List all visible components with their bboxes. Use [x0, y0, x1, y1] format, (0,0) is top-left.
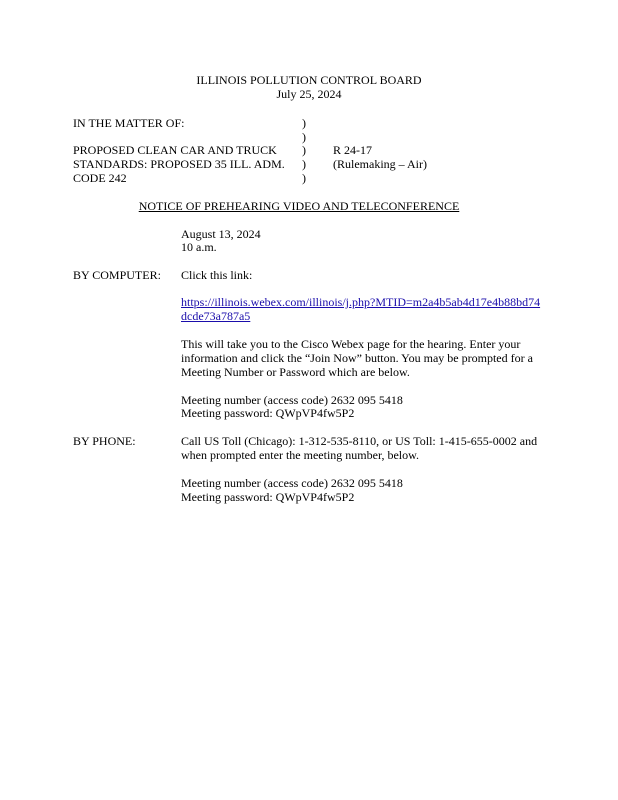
matter-title-line3: CODE 242 — [73, 171, 127, 185]
board-name: ILLINOIS POLLUTION CONTROL BOARD — [196, 73, 422, 87]
matter-title-line1: PROPOSED CLEAN CAR AND TRUCK — [73, 143, 277, 157]
phone-meeting-password: Meeting password: QWpVP4fw5P2 — [181, 490, 355, 504]
caption-paren: ) — [302, 130, 306, 144]
webex-description-line2: information and click the “Join Now” button. You may be prompted for a — [181, 351, 533, 365]
webex-link-continued[interactable]: dcde73a787a5 — [181, 309, 251, 323]
hearing-date: August 13, 2024 — [181, 227, 261, 241]
click-instruction: Click this link: — [181, 268, 253, 282]
webex-description-line1: This will take you to the Cisco Webex page for the hearing. Enter your — [181, 337, 521, 351]
webex-link[interactable]: https://illinois.webex.com/illinois/j.php?MTID=m2a4b5ab4d17e4b88bd74 — [181, 295, 541, 309]
matter-label: IN THE MATTER OF: — [73, 116, 185, 130]
phone-call-line1: Call US Toll (Chicago): 1-312-535-8110, or US Toll: 1-415-655-0002 and — [181, 434, 538, 448]
docket-type: (Rulemaking – Air) — [333, 157, 427, 171]
phone-call-line2: when prompted enter the meeting number, below. — [181, 448, 420, 462]
hearing-time: 10 a.m. — [181, 240, 217, 254]
by-phone-label: BY PHONE: — [73, 434, 136, 448]
computer-meeting-password: Meeting password: QWpVP4fw5P2 — [181, 406, 355, 420]
caption-paren: ) — [302, 171, 306, 185]
by-computer-label: BY COMPUTER: — [73, 268, 161, 282]
docket-number: R 24-17 — [333, 143, 372, 157]
phone-meeting-number: Meeting number (access code) 2632 095 5418 — [181, 476, 403, 490]
notice-title — [0, 199, 618, 213]
caption-paren: ) — [302, 116, 306, 130]
matter-title-line2: STANDARDS: PROPOSED 35 ILL. ADM. — [73, 157, 285, 171]
notice-title-text: NOTICE OF PREHEARING VIDEO AND TELECONFERENCE — [138, 199, 460, 213]
caption-paren: ) — [302, 143, 306, 157]
computer-meeting-number: Meeting number (access code) 2632 095 5418 — [181, 393, 403, 407]
caption-paren: ) — [302, 157, 306, 171]
webex-description-line3: Meeting Number or Password which are below. — [181, 365, 410, 379]
document-date: July 25, 2024 — [276, 87, 342, 101]
